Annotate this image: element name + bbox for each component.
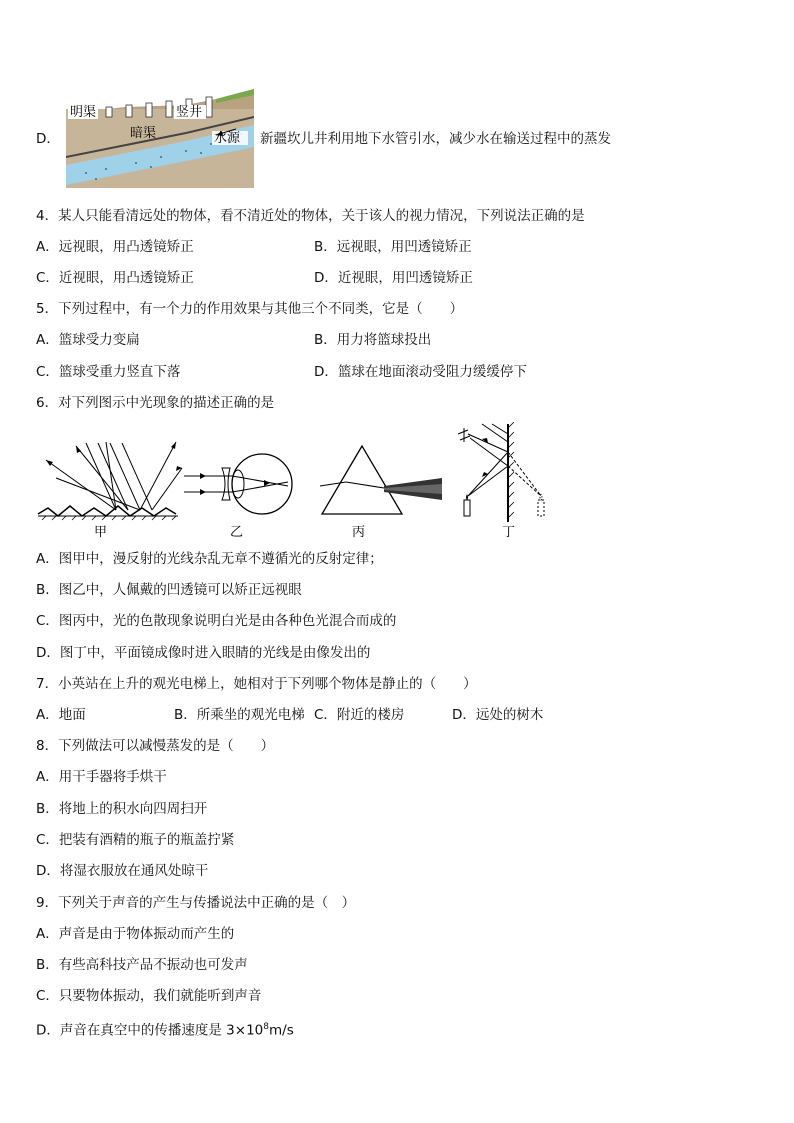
caption-jia: 甲 xyxy=(94,525,108,538)
q4-stem: 4．某人只能看清远处的物体，看不清近处的物体，关于该人的视力情况，下列说法正确的是 xyxy=(36,208,585,224)
q7-option-a: A．地面 xyxy=(36,707,86,723)
q5-stem: 5．下列过程中，有一个力的作用效果与其他三个不同类，它是（ ） xyxy=(36,301,464,317)
q5-option-d: D．篮球在地面滚动受阻力缓缓停下 xyxy=(314,364,527,380)
figure-jia-diffuse-reflection xyxy=(36,438,186,538)
q8-stem: 8．下列做法可以减慢蒸发的是（ ） xyxy=(36,738,275,754)
q3-option-d-text: 新疆坎儿井利用地下水管引水，减少水在输送过程中的蒸发 xyxy=(260,131,611,147)
caption-bing: 丙 xyxy=(352,525,366,538)
q8-option-b: B．将地上的积水向四周扫开 xyxy=(36,801,208,817)
q5-option-a: A．篮球受力变扁 xyxy=(36,332,140,348)
label-mingqu: 明渠 xyxy=(70,105,97,120)
q9-option-c: C．只要物体振动，我们就能听到声音 xyxy=(36,988,262,1004)
q4-option-a: A．远视眼，用凸透镜矫正 xyxy=(36,239,194,255)
q8-option-d: D．将湿衣服放在通风处晾干 xyxy=(36,863,209,879)
q6-stem: 6．对下列图示中光现象的描述正确的是 xyxy=(36,395,275,411)
figure-ding-plane-mirror xyxy=(452,422,552,542)
q9-option-d xyxy=(36,1018,294,1040)
q4-option-c: C．近视眼，用凸透镜矫正 xyxy=(36,270,194,286)
q4-option-b: B．远视眼，用凹透镜矫正 xyxy=(314,239,472,255)
label-anqu: 暗渠 xyxy=(130,126,157,141)
q7-option-b: B．所乘坐的观光电梯 xyxy=(174,707,305,723)
caption-yi: 乙 xyxy=(230,525,244,538)
q8-option-a: A．用干手器将手烘干 xyxy=(36,769,167,785)
figure-bing-prism xyxy=(318,438,444,538)
q9-stem: 9．下列关于声音的产生与传播说法中正确的是（ ） xyxy=(36,895,356,911)
q5-option-c: C．篮球受重力竖直下落 xyxy=(36,364,181,380)
label-shujing: 竖井 xyxy=(176,105,203,120)
q7-option-c: C．附近的楼房 xyxy=(314,707,405,723)
q9-option-a: A．声音是由于物体振动而产生的 xyxy=(36,926,235,942)
q9-option-b: B．有些高科技产品不振动也可发声 xyxy=(36,957,248,973)
q3-option-d-letter: D． xyxy=(36,131,60,147)
q4-option-d: D．近视眼，用凹透镜矫正 xyxy=(314,270,473,286)
q6-option-d: D．图丁中，平面镜成像时进入眼睛的光线是由像发出的 xyxy=(36,645,371,661)
figure-yi-eye-lens xyxy=(180,438,310,538)
q6-option-b: B．图乙中，人佩戴的凹透镜可以矫正远视眼 xyxy=(36,582,302,598)
q6-option-c: C．图丙中，光的色散现象说明白光是由各种色光混合而成的 xyxy=(36,613,397,629)
label-shuiyuan: 水源 xyxy=(214,131,241,146)
q6-option-a: A．图甲中，漫反射的光线杂乱无章不遵循光的反射定律； xyxy=(36,551,383,567)
q8-option-c: C．把装有酒精的瓶子的瓶盖拧紧 xyxy=(36,832,235,848)
kanerjing-figure xyxy=(66,87,254,188)
q5-option-b: B．用力将篮球投出 xyxy=(314,332,432,348)
caption-ding: 丁 xyxy=(502,525,516,540)
q9-option-d-exponent: 8 xyxy=(263,1022,269,1032)
q7-stem: 7．小英站在上升的观光电梯上，她相对于下列哪个物体是静止的（ ） xyxy=(36,676,477,692)
q9-option-d-unit: m/s xyxy=(269,1022,294,1039)
q7-option-d: D．远处的树木 xyxy=(452,707,544,723)
q9-option-d-prefix: D．声音在真空中的传播速度是 3×10 xyxy=(36,1022,264,1039)
